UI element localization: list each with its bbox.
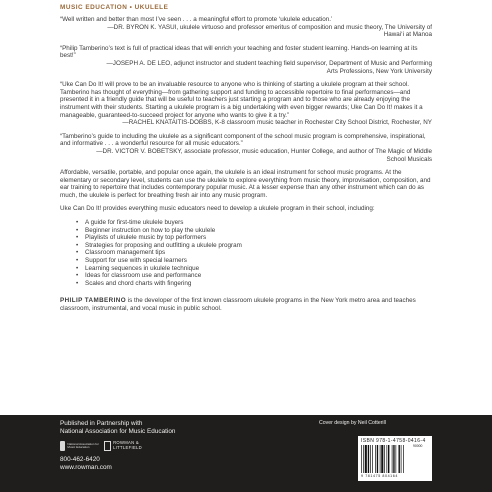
isbn-barcode: [358, 436, 432, 481]
quote-attribution: —DR. VICTOR V. BOBETSKY, associate professor, music education, Hunter College, and author of The Magic of Middle School Musicals: [96, 147, 432, 163]
rowman-mark-icon: [104, 441, 111, 451]
list-item: • Playlists of ukulele music by top performers: [76, 234, 432, 242]
feature-list: [76, 219, 432, 287]
quote-text: “Uke Can Do It! will prove to be an invaluable resource to anyone who is thinking of starting a ukulele program at their school. Tamberino has thought of everything—from gathering support and funding to accessible repertoire to final performances—and presented it in a friendly guide that will be useful to teachers just starting a program and to those who are already enjoying the instrument with their students. Starting a ukulele program is a big undertaking with even bigger rewards; Uke Can Do It! makes it a manageable, guaranteed-to-succeed project for anyone who wants to give it a try.”: [60, 81, 423, 119]
quote-attribution: —DR. BYRON K. YASUI, ukulele virtuoso and professor emeritus of composition and music theory, The University of Hawai‘i at Manoa: [107, 23, 432, 39]
isbn-number: ISBN 978-1-4758-0416-4: [361, 438, 426, 444]
blurb-quote: [60, 133, 432, 163]
author-bio: [60, 297, 432, 312]
list-item: • A guide for first-time ukulele buyers: [76, 219, 432, 227]
quote-text: “Philip Tamberino’s text is full of practical ideas that will enrich your teaching and foster student learning. Hands-on learning at its best!”: [60, 44, 418, 60]
cover-design-credit: Cover design by Neil Cotterill: [319, 420, 386, 426]
author-name: PHILIP TAMBERINO: [60, 297, 126, 305]
list-item: • Learning sequences in ukulele technique: [76, 265, 432, 273]
quote-attribution: —RACHEL KNATAITIS-DOBBS, K-8 classroom music teacher in Rochester City School District, Rochester, NY: [122, 119, 432, 127]
nafme-mark-icon: [60, 441, 65, 451]
publisher-phone: 800-462-6420: [60, 456, 100, 463]
author-bio-text: is the developer of the first known classroom ukulele programs in the New York metro area and teaches classroom, instrumental, and vocal music in public school.: [60, 297, 416, 312]
blurb-quote: [60, 16, 432, 39]
partnership-line: Published in Partnership with: [60, 420, 143, 427]
list-item: • Classroom management tips: [76, 249, 432, 257]
association-line: National Association for Music Education: [60, 428, 176, 435]
rowman-logo-text: ROWMAN & LITTLEFIELD: [113, 440, 142, 450]
barcode-icon: [361, 445, 429, 473]
list-item: • Scales and chord charts with fingering: [76, 280, 432, 288]
blurb-quote: [60, 81, 432, 127]
list-item: • Strategies for proposing and outfitting a ukulele program: [76, 242, 432, 250]
publisher-footer: [0, 415, 492, 492]
addon-digits: 90000: [413, 444, 423, 448]
description-paragraph: Affordable, versatile, portable, and popular once again, the ukulele is an ideal instrument for school music programs. At the elementary or secondary level, students can use the ukulele to explore everything from music theory, improvisation, composition, and ear training to repertoire that includes contemporary popular music. At a lesser expense than any other instrument which can do as much, the ukulele is perfect for breathing fresh air into any music program.: [60, 169, 431, 199]
nafme-logo: [60, 439, 100, 453]
rowman-littlefield-logo: [104, 439, 154, 453]
main-content: [60, 4, 432, 313]
category-label: MUSIC EDUCATION • UKULELE: [60, 4, 169, 11]
list-item: • Support for use with special learners: [76, 257, 432, 265]
quote-attribution: —JOSEPH A. DE LEO, adjunct instructor and student teaching field supervisor, Department of Music and Performing Arts Professions, New York University: [106, 59, 432, 75]
blurb-quote: [60, 45, 432, 75]
nafme-logo-text: National Association for Music Education: [67, 441, 99, 449]
list-item: • Beginner instruction on how to play the ukulele: [76, 227, 432, 235]
list-item: • Ideas for classroom use and performance: [76, 272, 432, 280]
quote-text: “Tamberino’s guide to including the ukulele as a significant component of the school music program is comprehensive, inspirational, and informative . . . a wonderful resource for all music educators.”: [60, 132, 426, 148]
ean-digits: 9 781475 804164: [361, 474, 398, 478]
quote-text: “Well written and better than most I’ve seen . . . a meaningful effort to promote ‘ukulele education.’: [60, 16, 333, 23]
publisher-website: www.rowman.com: [60, 464, 112, 471]
intro-paragraph: Uke Can Do It! provides everything music educators need to develop a ukulele program in their school, including:: [60, 205, 375, 213]
